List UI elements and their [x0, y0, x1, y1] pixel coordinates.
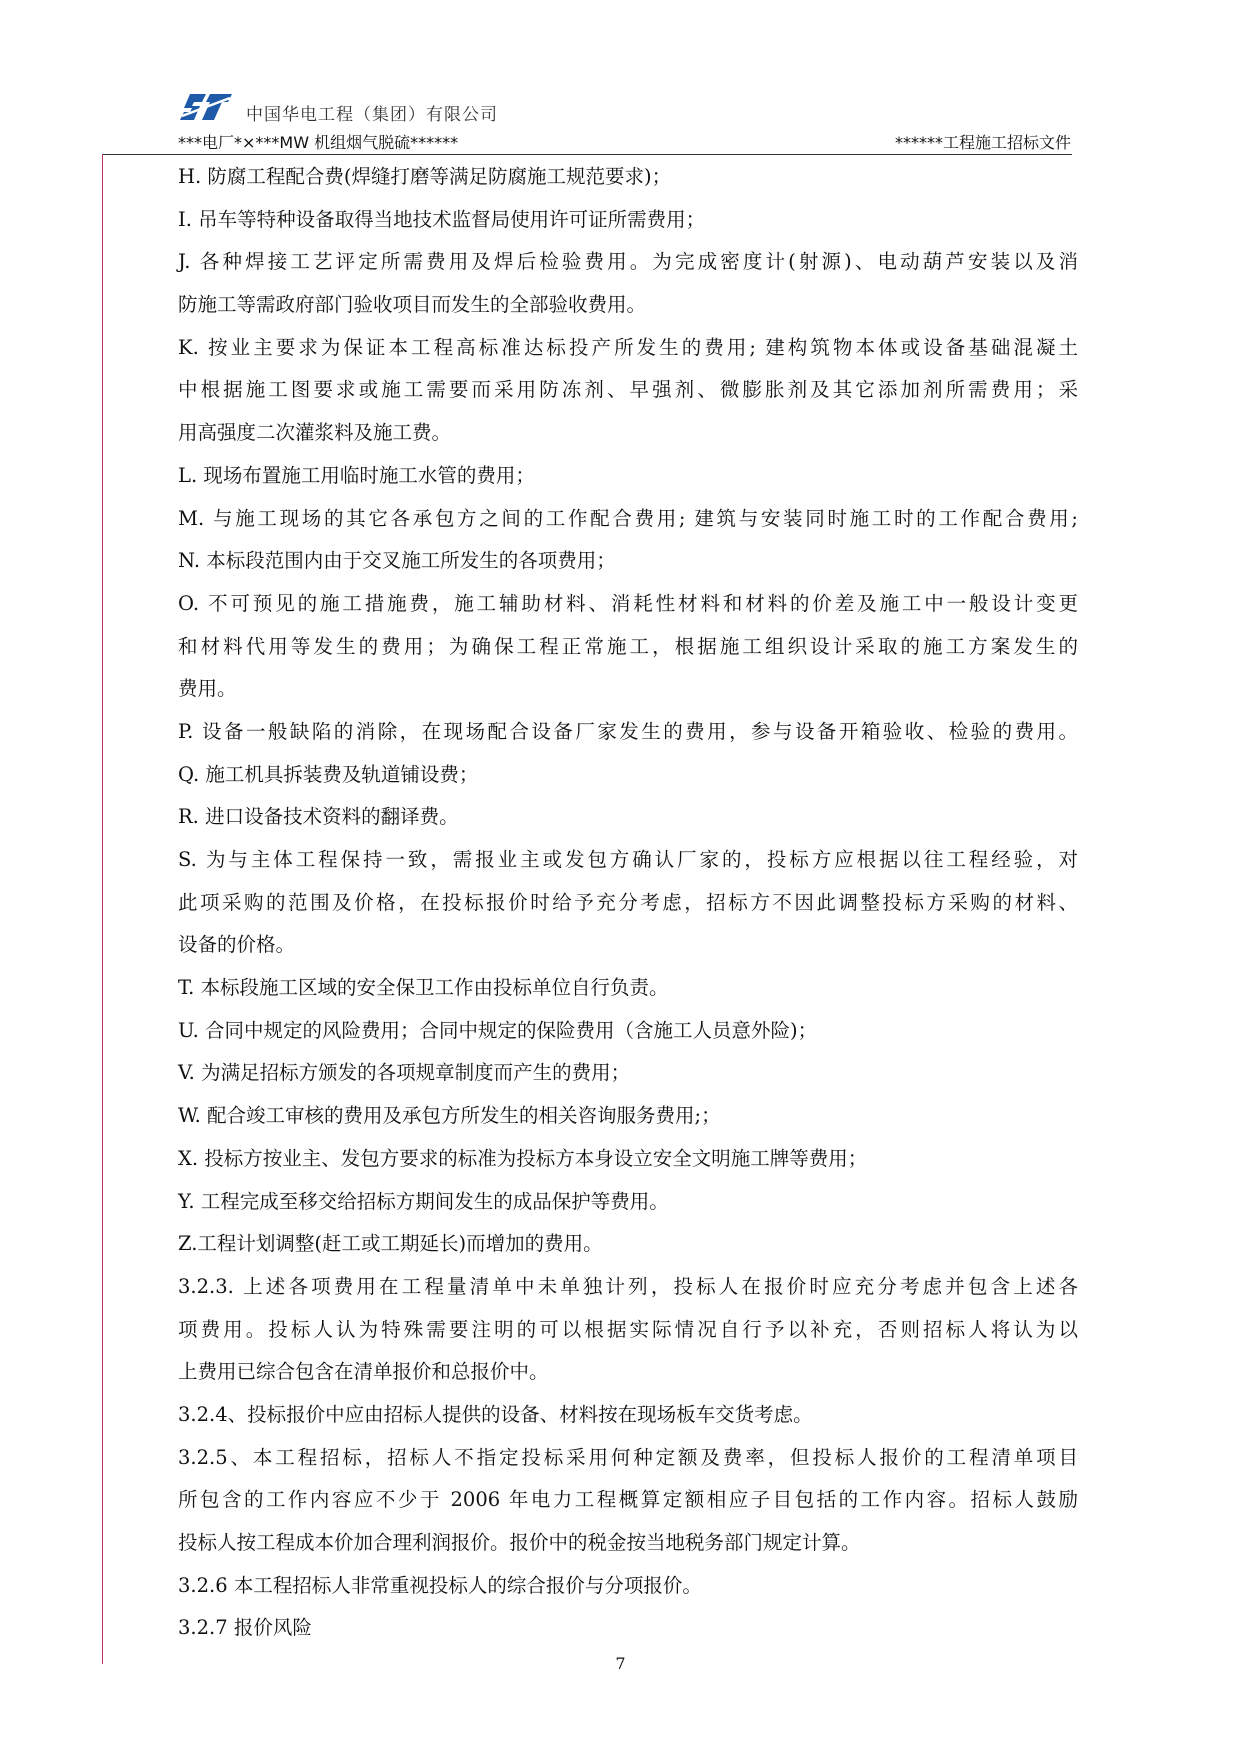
text-line: Q. 施工机具拆装费及轨道铺设费；: [178, 762, 479, 786]
text-line: T. 本标段施工区域的安全保卫工作由投标单位自行负责。: [178, 976, 669, 1000]
text-line: 用高强度二次灌浆料及施工费。: [178, 421, 452, 445]
text-line: Y. 工程完成至移交给招标方期间发生的成品保护等费用。: [178, 1189, 669, 1213]
text-line: L. 现场布置施工用临时施工水管的费用；: [178, 463, 535, 487]
text-line: H. 防腐工程配合费(焊缝打磨等满足防腐施工规范要求)；: [178, 165, 672, 188]
text-line: 3.2.4、投标报价中应由招标人提供的设备、材料按在现场板车交货考虑。: [178, 1402, 813, 1426]
text-line: N. 本标段范围内由于交叉施工所发生的各项费用；: [178, 549, 616, 573]
company-name: 中国华电工程（集团）有限公司: [246, 105, 498, 125]
text-line: M. 与施工现场的其它各承包方之间的工作配合费用; 建筑与安装同时施工时的工作配合费用;: [178, 506, 1078, 530]
text-line: 3.2.6 本工程招标人非常重视投标人的综合报价与分项报价。: [178, 1573, 702, 1597]
text-line: 中根据施工图要求或施工需要而采用防冻剂、早强剂、微膨胀剂及其它添加剂所需费用；采: [178, 378, 1078, 402]
document-body: [178, 156, 1078, 1650]
document-type: ******工程施工招标文件: [894, 133, 1071, 152]
text-line: 此项采购的范围及价格，在投标报价时给予充分考虑，招标方不因此调整投标方采购的材料、: [178, 890, 1078, 914]
company-logo-icon: [180, 92, 234, 122]
text-line: W. 配合竣工审核的费用及承包方所发生的相关咨询服务费用;；: [178, 1104, 721, 1128]
text-line: 3.2.3. 上述各项费用在工程量清单中未单独计列，投标人在报价时应充分考虑并包含上述各: [178, 1274, 1078, 1298]
text-line: 费用。: [178, 677, 237, 701]
text-line: P. 设备一般缺陷的消除，在现场配合设备厂家发生的费用，参与设备开箱验收、检验的费用。: [178, 719, 1078, 743]
text-line: 3.2.7 报价风险: [178, 1616, 312, 1640]
text-line: 设备的价格。: [178, 933, 296, 957]
text-line: U. 合同中规定的风险费用；合同中规定的保险费用（含施工人员意外险)；: [178, 1018, 818, 1042]
text-line: X. 投标方按业主、发包方要求的标准为投标方本身设立安全文明施工牌等费用；: [178, 1146, 868, 1170]
text-line: R. 进口设备技术资料的翻译费。: [178, 805, 459, 829]
page-number: 7: [615, 1654, 626, 1673]
text-line: V. 为满足招标方颁发的各项规章制度而产生的费用；: [178, 1061, 631, 1085]
text-line: 上费用已综合包含在清单报价和总报价中。: [178, 1360, 549, 1384]
margin-line: [102, 154, 103, 1664]
text-line: S. 为与主体工程保持一致，需报业主或发包方确认厂家的，投标方应根据以往工程经验，对: [178, 848, 1078, 871]
text-line: 3.2.5、本工程招标，招标人不指定投标采用何种定额及费率，但投标人报价的工程清单项目: [178, 1445, 1078, 1469]
text-line: 所包含的工作内容应不少于 2006 年电力工程概算定额相应子目包括的工作内容。招标人鼓励: [178, 1488, 1078, 1512]
text-line: 防施工等需政府部门验收项目而发生的全部验收费用。: [178, 293, 647, 317]
header-rule: [102, 154, 1072, 155]
text-line: Z.工程计划调整(赶工或工期延长)而增加的费用。: [178, 1232, 603, 1256]
project-title: ***电厂*×***MW 机组烟气脱硫******: [178, 133, 459, 152]
text-line: K. 按业主要求为保证本工程高标准达标投产所发生的费用; 建构筑物本体或设备基础混凝土: [178, 335, 1078, 359]
text-line: 项费用。投标人认为特殊需要注明的可以根据实际情况自行予以补充，否则招标人将认为以: [178, 1317, 1078, 1341]
text-line: O. 不可预见的施工措施费，施工辅助材料、消耗性材料和材料的价差及施工中一般设计变更: [178, 591, 1078, 615]
text-line: 投标人按工程成本价加合理利润报价。报价中的税金按当地税务部门规定计算。: [178, 1531, 861, 1554]
text-line: 和材料代用等发生的费用；为确保工程正常施工，根据施工组织设计采取的施工方案发生的: [178, 634, 1078, 658]
text-line: J. 各种焊接工艺评定所需费用及焊后检验费用。为完成密度计(射源)、电动葫芦安装以及消: [178, 250, 1078, 274]
text-line: I. 吊车等特种设备取得当地技术监督局使用许可证所需费用；: [178, 207, 706, 231]
